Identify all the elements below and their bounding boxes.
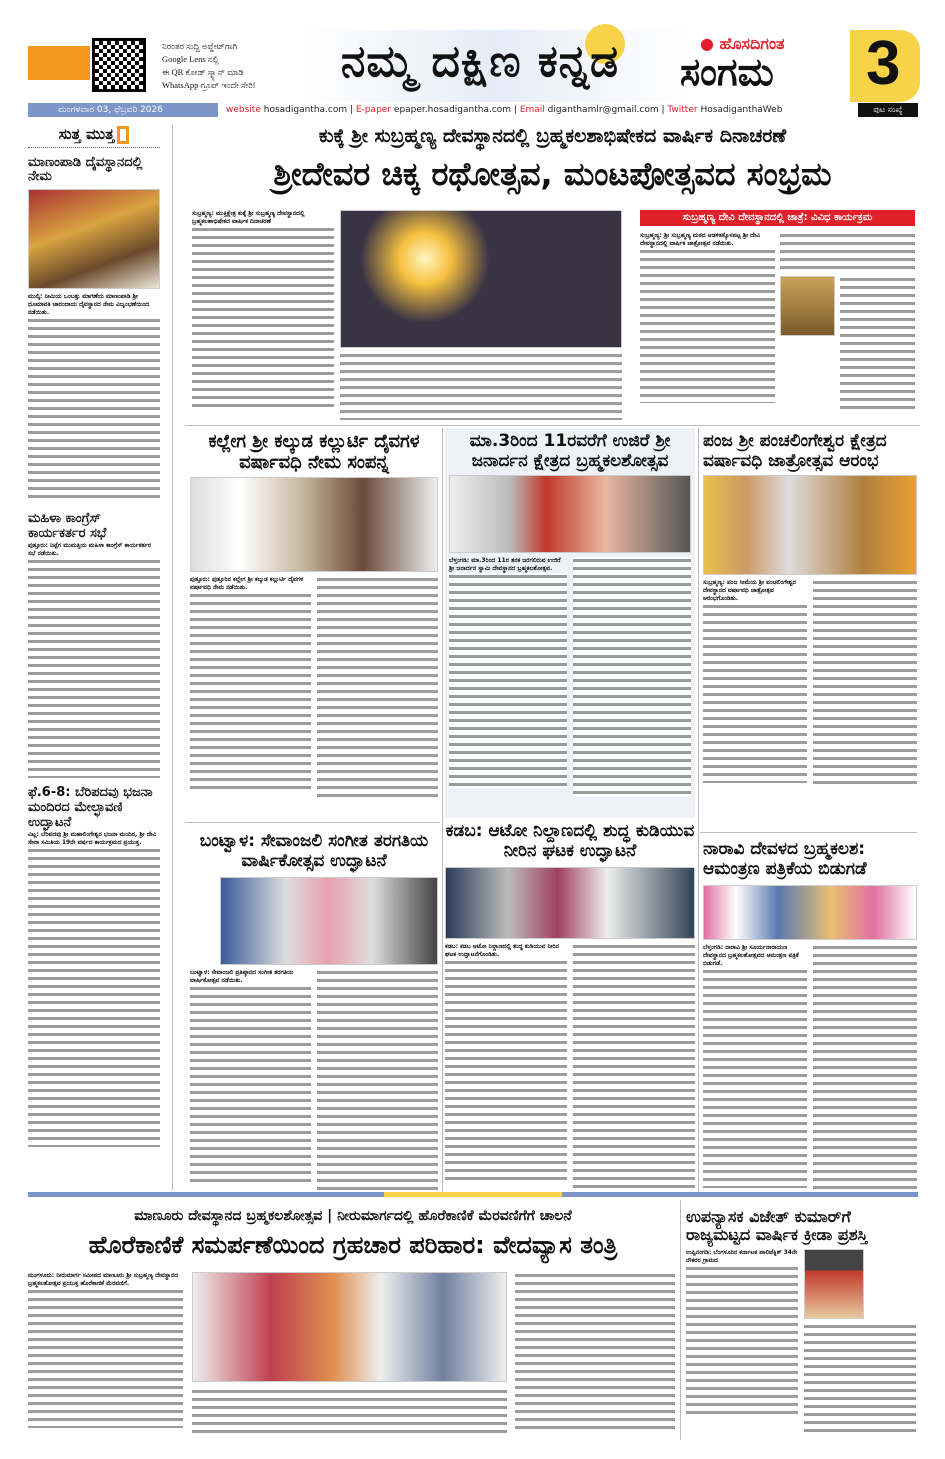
article-headline: ಉಪನ್ಯಾಸಕ ವಿಜೇತ್ ಕುಮಾರ್‌ಗೆ ರಾಜ್ಯಮಟ್ಟದ ವಾರ್ಷಿಕ ಕ್ರೀಡಾ ಪ್ರಶಸ್ತಿ	[686, 1207, 868, 1245]
article-body	[28, 317, 160, 502]
qr-instructions	[162, 40, 256, 92]
masthead-orange-bar	[28, 46, 90, 80]
section-logo: ಸುತ್ತ ಮುತ್ತ	[28, 125, 160, 148]
article-lead: ಮಂಗಳೂರು: ನೀರುಮಾರ್ಗ ಸಮೀಪದ ಮಾಣೂರು ಶ್ರೀ ಸುಬ್ರಹ್ಮಣ್ಯ ದೇವಸ್ಥಾನದ ಬ್ರಹ್ಮಕಲಶೋತ್ಸವ ಪ್ರಯುಕ್ತ ಹೊರೆಕಾಣಿಕೆ ಮೆರವಣಿಗೆ.	[28, 1272, 183, 1288]
article-lead: ಸುಬ್ರಹ್ಮಣ್ಯ: ಮುಕ್ತಿಕ್ಷೇತ್ರ ಕುಕ್ಕೆ ಶ್ರೀ ಸುಬ್ರಹ್ಮಣ್ಯ ದೇವಸ್ಥಾನದಲ್ಲಿ ಬ್ರಹ್ಮಕಲಶಾಭಿಷೇಕದ ವಾರ್ಷಿಕ ದಿನಾಚರಣೆ	[192, 210, 334, 226]
page-label: ಪುಟ ಸಂಖ್ಯೆ	[858, 103, 918, 117]
bottom-story-left	[28, 1272, 183, 1428]
link-label: Twitter	[667, 105, 698, 115]
article-lead: ಕಡಬ: ಕಡಬ ಆಟೋ ನಿಲ್ದಾಣದಲ್ಲಿ ಶುದ್ಧ ಕುಡಿಯುವ ನೀರಿನ ಘಟಕ ಉದ್ಘಾಟನೆಗೊಂಡಿತು.	[445, 943, 567, 959]
mid-article-3	[703, 432, 917, 789]
twitter-link[interactable]: HosadiganthaWeb	[700, 105, 783, 115]
article-headline: ನಾರಾವಿ ದೇವಳದ ಬ್ರಹ್ಮಕಲಶ: ಆಮಂತ್ರಣ ಪತ್ರಿಕೆಯ ಬಿಡುಗಡೆ	[703, 839, 867, 879]
article-body	[28, 1288, 183, 1428]
qr-line: Google Lens ನಲ್ಲಿ	[162, 54, 219, 64]
article-body	[445, 959, 567, 1184]
article-lead: ಬಂಟ್ವಾಳ: ಸೇವಾಂಜಲಿ ಪ್ರತಿಷ್ಠಾನದ ಸಂಗೀತ ತರಗತಿಯ ವಾರ್ಷಿಕೋತ್ಸವ ನಡೆಯಿತು.	[190, 969, 311, 985]
lower-article-1	[190, 832, 438, 1194]
article-headline: ಕಡಬ: ಆಟೋ ನಿಲ್ದಾಣದಲ್ಲಿ ಶುದ್ಧ ಕುಡಿಯುವ ನೀರಿನ ಘಟಕ ಉದ್ಘಾಟನೆ	[445, 821, 695, 861]
article-photo	[190, 477, 438, 572]
article-lead: ಬೆಳ್ತಂಗಡಿ: ನಾರಾವಿ ಶ್ರೀ ಸೂರ್ಯನಾರಾಯಣ ದೇವಸ್ಥಾನದ ಬ್ರಹ್ಮಕಲಶೋತ್ಸವದ ಆಮಂತ್ರಣ ಪತ್ರಿಕೆ ಬಿಡುಗಡೆ.	[703, 944, 807, 968]
side-story-body	[840, 276, 915, 412]
article-photo	[703, 885, 917, 940]
mid-article-2	[445, 428, 695, 818]
date-label: ಮಂಗಳವಾರ 03, ಫೆಬ್ರವರಿ 2026	[28, 103, 218, 117]
article-body	[640, 248, 775, 403]
article-body	[804, 1323, 916, 1433]
article-headline: ಮಾ.3ರಿಂದ 11ರವರೆಗೆ ಉಜಿರೆ ಶ್ರೀ ಜನಾರ್ದನ ಕ್ಷೇತ್ರದ ಬ್ರಹ್ಮಕಲಶೋತ್ಸವ	[469, 431, 671, 471]
bottom-headline: ಹೊರೆಕಾಣಿಕೆ ಸಮರ್ಪಣೆಯಿಂದ ಗ್ರಹಚಾರ ಪರಿಹಾರ: ವೇದವ್ಯಾಸ ತಂತ್ರಿ	[88, 1231, 618, 1259]
article-headline: ಮಾಣಂಪಾಡಿ ದೈವಸ್ಥಾನದಲ್ಲಿ ನೇಮ	[28, 154, 143, 185]
page-title: ನಮ್ಮ ದಕ್ಷಿಣ ಕನ್ನಡ	[340, 36, 620, 87]
article-lead: ವಿಟ್ಲ: ಬೆರಿಪದವು ಶ್ರೀ ಮಹಾಲಿಂಗೇಶ್ವರ ಭಜನಾ ಮಂದಿರ, ಶ್ರೀ ದೇವಿ ಸೇವಾ ಸಮಿತಿಯ 19ನೇ ವರ್ಷದ ಕಾರ್ಯಕ್ರಮದ ಪ್ರಯುಕ್ತ.	[28, 831, 160, 847]
article-headline: ಮಹಿಳಾ ಕಾಂಗ್ರೆಸ್ ಕಾರ್ಯಕರ್ತರ ಸಭೆ	[28, 511, 107, 542]
lower-article-2	[445, 822, 695, 1193]
article-body	[28, 847, 160, 1147]
epaper-link[interactable]: epaper.hosadigantha.com	[393, 105, 512, 115]
page-number: 3	[866, 29, 901, 98]
brand-name: ಹೊಸದಿಗಂತ	[719, 34, 785, 53]
top-story-headline: ಶ್ರೀದೇವರ ಚಿಕ್ಕ ರಥೋತ್ಸವ, ಮಂಟಪೋತ್ಸವದ ಸಂಭ್ರಮ	[273, 155, 832, 193]
article-body	[190, 985, 311, 1185]
qr-line: ಈ QR ಕೋಡ್ ಸ್ಕ್ಯಾನ್ ಮಾಡಿ	[162, 67, 244, 77]
top-story-lead	[192, 210, 334, 411]
article-body	[515, 1272, 675, 1432]
lower-article-3	[703, 840, 917, 1194]
article-headline: ಫೆ.6-8: ಬೆರಿಪದವು ಭಜನಾ ಮಂದಿರದ ಮೇಲ್ಛಾವಣಿ ಉದ್ಘಾಟನೆ	[28, 785, 153, 831]
top-story-body	[340, 352, 622, 420]
link-label: E-paper	[355, 105, 392, 115]
mid-article-1	[190, 432, 438, 801]
article-body	[573, 557, 691, 797]
article-body	[317, 576, 438, 801]
article-lead: ಬೆಳ್ತಂಗಡಿ: ಮಾ.3ರಿಂದ 11ರ ತನಕ ಜರಗಲಿರುವ ಉಜಿರೆ ಶ್ರೀ ಜನಾರ್ದನ ಸ್ವಾಮಿ ದೇವಸ್ಥಾನದ ಬ್ರಹ್ಮಕಲಶೋತ್ಸವ.	[449, 557, 567, 573]
award-photo	[804, 1249, 864, 1319]
article-body	[703, 603, 807, 783]
article-body	[573, 943, 695, 1193]
qr-line: WhatsApp ಗ್ರೂಪ್ ಇಂದೇ ಸೇರಿ!	[162, 80, 256, 90]
article-headline: ಕಲ್ಲೇಗ ಶ್ರೀ ಕಲ್ಕುಡ ಕಲ್ಲುರ್ಟಿ ದೈವಗಳ ವರ್ಷಾವಧಿ ನೇಮ ಸಂಪನ್ನ	[208, 431, 420, 473]
top-story-photo	[340, 210, 622, 348]
masthead	[0, 30, 945, 102]
article-body	[813, 579, 917, 789]
top-story-kicker: ಕುಕ್ಕೆ ಶ್ರೀ ಸುಬ್ರಹ್ಮಣ್ಯ ದೇವಸ್ಥಾನದಲ್ಲಿ ಬ್ರಹ್ಮಕಲಶಾಭಿಷೇಕದ ವಾರ್ಷಿಕ ದಿನಾಚರಣೆ	[318, 125, 787, 147]
bottom-right-article	[686, 1208, 916, 1433]
article-photo	[449, 475, 691, 553]
article-body	[703, 968, 807, 1188]
links-bar: website hosadigantha.com | E-paper epaper.hosadigantha.com | Email diganthamlr@gmail.com | Twitter HosadiganthaWeb	[226, 105, 783, 115]
article-lead: ಪುತ್ತೂರು: ನಿಟ್ಟೆಗ ಮುಮತ್ತಿಯ ಮಹಿಳಾ ಕಾಂಗ್ರೆಸ್ ಕಾರ್ಯಕರ್ತರ ಸಭೆ ನಡೆಯಿತು.	[28, 542, 160, 558]
link-label: Email	[519, 105, 545, 115]
article-lead: ಉಪ್ಪಿನಂಗಡಿ: ಬೆಂಗಳೂರಿನ ಕರ್ನಾಟಕ ಪಾಲಿಟೆಕ್ನಿಕ್ 34ನೇ ನೌಕರರ ಗ್ರಾಮದ	[686, 1248, 798, 1264]
bottom-story-photo	[192, 1272, 507, 1382]
article-body	[192, 226, 334, 411]
article-lead: ಸುಬ್ರಹ್ಮಣ್ಯ: ಪಂಜ ಸೀಮೆಯ ಶ್ರೀ ಪಂಚಲಿಂಗೇಶ್ವರ ದೇವಸ್ಥಾನದ ವರ್ಷಾವಧಿ ಜಾತ್ರೋತ್ಸವ ಆರಂಭಗೊಂಡಿತು.	[703, 579, 807, 603]
article-lead: ಪುತ್ತೂರು: ಪುತ್ತೂರಿನ ಕಲ್ಲೇಗ ಶ್ರೀ ಕಲ್ಕುಡ ಕಲ್ಲುರ್ಟಿ ದೈವಗಳ ವರ್ಷಾವಧಿ ನೇಮ ನಡೆಯಿತು.	[190, 576, 311, 592]
side-story-body	[780, 232, 915, 272]
article-body	[449, 573, 567, 788]
article-body	[190, 592, 311, 792]
article-body	[28, 558, 160, 778]
side-story-photo	[780, 276, 835, 336]
article-photo	[220, 877, 438, 965]
article-photo	[445, 867, 695, 939]
bottom-kicker: ಮಾಣೂರು ದೇವಸ್ಥಾನದ ಬ್ರಹ್ಮಕಲಶೋತ್ಸವ | ನೀರುಮಾರ್ಗದಲ್ಲಿ ಹೊರೆಕಾಣಿಕೆ ಮೆರವಣಿಗೆಗೆ ಚಾಲನೆ	[134, 1208, 572, 1224]
article-body	[686, 1265, 798, 1415]
email-link[interactable]: diganthamlr@gmail.com	[547, 105, 659, 115]
article-headline: ಪಂಜ ಶ್ರೀ ಪಂಚಲಿಂಗೇಶ್ವರ ಕ್ಷೇತ್ರದ ವರ್ಷಾವಧಿ ಜಾತ್ರೋತ್ಸವ ಆರಂಭ	[703, 431, 887, 471]
brand-logo: ● ಹೊಸದಿಗಂತ	[700, 34, 785, 53]
left-column	[28, 125, 160, 1190]
article-photo	[703, 475, 917, 575]
supplement-title: ಸಂಗಮ	[680, 50, 774, 94]
side-story	[640, 232, 775, 403]
qr-line: ನಿರಂತರ ಸುದ್ದಿ ಅಪ್ಡೇಟ್‌ಗಾಗಿ	[162, 41, 238, 51]
qr-code[interactable]	[92, 38, 146, 92]
article-photo	[28, 189, 160, 289]
article-headline: ಬಂಟ್ವಾಳ: ಸೇವಾಂಜಲಿ ಸಂಗೀತ ತರಗತಿಯ ವಾರ್ಷಿಕೋತ್ಸವ ಉದ್ಘಾಟನೆ	[199, 831, 429, 871]
side-banner: ಸುಬ್ರಹ್ಮಣ್ಯ ದೇವಿ ದೇವಸ್ಥಾನದಲ್ಲಿ ಜಾತ್ರೆ: ವಿವಿಧ ಕಾರ್ಯಕ್ರಮ	[640, 210, 915, 226]
info-bar	[28, 103, 918, 117]
article-body	[192, 1388, 507, 1433]
article-body	[813, 944, 917, 1194]
bottom-divider	[28, 1192, 918, 1197]
article-lead: ಮುಲ್ಕಿ: ನೀಮಿಯ ಒಂಬತ್ತು ಮಾಗಣೆಯ ಮಾಣಂಪಾಡಿ ಶ್ರೀ ಧೂಮಾವತಿ ಜಾರಂದಾಯ ದೈವಸ್ಥಾನದ ನೇಮ ವಿಜೃಂಭಣೆಯಿಂದ ನಡೆಯಿತು.	[28, 293, 160, 317]
link-label: website	[226, 105, 261, 115]
article-lead: ಸುಬ್ರಹ್ಮಣ್ಯ: ಶ್ರೀ ಸುಬ್ರಹ್ಮಣ್ಯ ಮಠದ ಆಡಳಿತಕ್ಕೊಳಪಟ್ಟ ಶ್ರೀ ದೇವಿ ದೇವಸ್ಥಾನದಲ್ಲಿ ವಾರ್ಷಿಕ ಜಾತ್ರೋತ್ಸವ ನಡೆಯಿತು.	[640, 232, 775, 248]
article-body	[317, 969, 438, 1194]
website-link[interactable]: hosadigantha.com	[263, 105, 348, 115]
